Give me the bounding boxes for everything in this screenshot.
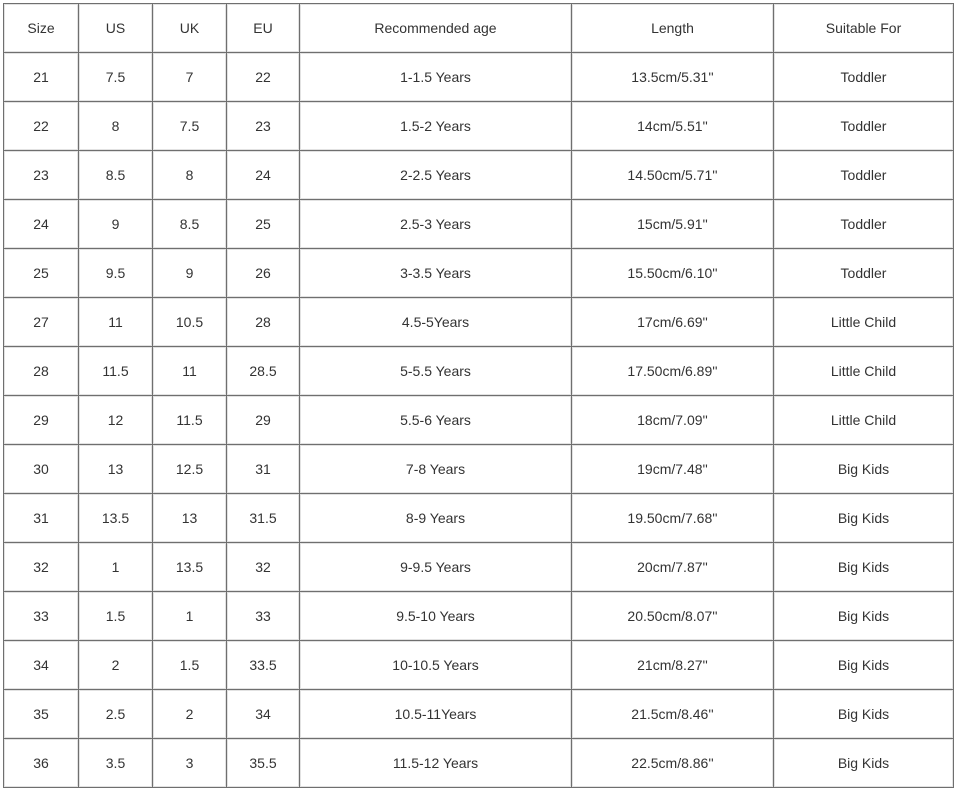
cell-suitable-for: Big Kids [774, 543, 954, 592]
cell-recommended-age: 7-8 Years [300, 445, 572, 494]
cell-us: 3.5 [79, 739, 153, 788]
size-chart-body [4, 4, 954, 788]
cell-length: 20cm/7.87'' [572, 543, 774, 592]
cell-length: 17.50cm/6.89'' [572, 347, 774, 396]
cell-size: 33 [4, 592, 79, 641]
header-suitable-for: Suitable For [774, 4, 954, 53]
table-row [4, 102, 954, 151]
cell-size: 31 [4, 494, 79, 543]
cell-uk: 3 [153, 739, 227, 788]
table-row [4, 396, 954, 445]
table-row [4, 445, 954, 494]
cell-us: 13.5 [79, 494, 153, 543]
cell-us: 1.5 [79, 592, 153, 641]
cell-length: 13.5cm/5.31'' [572, 53, 774, 102]
cell-eu: 33 [227, 592, 300, 641]
header-recommended-age: Recommended age [300, 4, 572, 53]
cell-length: 19.50cm/7.68'' [572, 494, 774, 543]
cell-us: 11.5 [79, 347, 153, 396]
cell-uk: 8.5 [153, 200, 227, 249]
cell-suitable-for: Toddler [774, 102, 954, 151]
cell-uk: 2 [153, 690, 227, 739]
size-chart-table [3, 3, 954, 788]
cell-size: 35 [4, 690, 79, 739]
cell-size: 28 [4, 347, 79, 396]
cell-length: 20.50cm/8.07'' [572, 592, 774, 641]
cell-length: 18cm/7.09'' [572, 396, 774, 445]
cell-length: 19cm/7.48'' [572, 445, 774, 494]
cell-us: 9 [79, 200, 153, 249]
cell-size: 21 [4, 53, 79, 102]
cell-size: 34 [4, 641, 79, 690]
cell-eu: 28.5 [227, 347, 300, 396]
cell-eu: 22 [227, 53, 300, 102]
cell-uk: 8 [153, 151, 227, 200]
cell-suitable-for: Toddler [774, 53, 954, 102]
cell-suitable-for: Toddler [774, 200, 954, 249]
cell-uk: 13 [153, 494, 227, 543]
cell-eu: 34 [227, 690, 300, 739]
cell-length: 17cm/6.69'' [572, 298, 774, 347]
cell-recommended-age: 8-9 Years [300, 494, 572, 543]
table-row [4, 53, 954, 102]
table-row [4, 151, 954, 200]
header-uk: UK [153, 4, 227, 53]
table-row [4, 347, 954, 396]
cell-us: 2 [79, 641, 153, 690]
table-row [4, 690, 954, 739]
header-eu: EU [227, 4, 300, 53]
cell-size: 25 [4, 249, 79, 298]
table-row [4, 200, 954, 249]
table-row [4, 641, 954, 690]
cell-eu: 25 [227, 200, 300, 249]
cell-us: 2.5 [79, 690, 153, 739]
cell-suitable-for: Big Kids [774, 690, 954, 739]
cell-uk: 1.5 [153, 641, 227, 690]
header-size: Size [4, 4, 79, 53]
cell-suitable-for: Little Child [774, 396, 954, 445]
cell-recommended-age: 5-5.5 Years [300, 347, 572, 396]
cell-uk: 7 [153, 53, 227, 102]
cell-suitable-for: Toddler [774, 151, 954, 200]
cell-size: 32 [4, 543, 79, 592]
cell-length: 14cm/5.51'' [572, 102, 774, 151]
cell-size: 36 [4, 739, 79, 788]
table-row [4, 739, 954, 788]
cell-us: 13 [79, 445, 153, 494]
table-row [4, 494, 954, 543]
cell-us: 1 [79, 543, 153, 592]
cell-size: 27 [4, 298, 79, 347]
cell-suitable-for: Big Kids [774, 641, 954, 690]
cell-recommended-age: 4.5-5Years [300, 298, 572, 347]
cell-uk: 9 [153, 249, 227, 298]
cell-eu: 33.5 [227, 641, 300, 690]
table-row [4, 249, 954, 298]
cell-uk: 10.5 [153, 298, 227, 347]
cell-length: 14.50cm/5.71'' [572, 151, 774, 200]
table-row [4, 298, 954, 347]
cell-recommended-age: 2-2.5 Years [300, 151, 572, 200]
cell-eu: 23 [227, 102, 300, 151]
cell-size: 24 [4, 200, 79, 249]
cell-recommended-age: 9.5-10 Years [300, 592, 572, 641]
cell-us: 8 [79, 102, 153, 151]
cell-uk: 13.5 [153, 543, 227, 592]
cell-recommended-age: 5.5-6 Years [300, 396, 572, 445]
cell-recommended-age: 1-1.5 Years [300, 53, 572, 102]
cell-eu: 26 [227, 249, 300, 298]
cell-eu: 29 [227, 396, 300, 445]
cell-eu: 35.5 [227, 739, 300, 788]
cell-length: 21.5cm/8.46'' [572, 690, 774, 739]
cell-length: 15cm/5.91'' [572, 200, 774, 249]
header-us: US [79, 4, 153, 53]
cell-uk: 7.5 [153, 102, 227, 151]
table-row [4, 543, 954, 592]
cell-recommended-age: 2.5-3 Years [300, 200, 572, 249]
cell-recommended-age: 11.5-12 Years [300, 739, 572, 788]
cell-recommended-age: 10.5-11Years [300, 690, 572, 739]
cell-recommended-age: 10-10.5 Years [300, 641, 572, 690]
cell-suitable-for: Big Kids [774, 592, 954, 641]
cell-suitable-for: Big Kids [774, 739, 954, 788]
cell-length: 21cm/8.27'' [572, 641, 774, 690]
cell-size: 22 [4, 102, 79, 151]
cell-us: 7.5 [79, 53, 153, 102]
cell-size: 30 [4, 445, 79, 494]
cell-length: 22.5cm/8.86'' [572, 739, 774, 788]
cell-us: 8.5 [79, 151, 153, 200]
cell-uk: 11 [153, 347, 227, 396]
table-header-row [4, 4, 954, 53]
cell-recommended-age: 3-3.5 Years [300, 249, 572, 298]
cell-uk: 11.5 [153, 396, 227, 445]
cell-eu: 32 [227, 543, 300, 592]
cell-length: 15.50cm/6.10'' [572, 249, 774, 298]
table-row [4, 592, 954, 641]
cell-eu: 24 [227, 151, 300, 200]
cell-uk: 12.5 [153, 445, 227, 494]
cell-suitable-for: Little Child [774, 298, 954, 347]
cell-size: 29 [4, 396, 79, 445]
cell-size: 23 [4, 151, 79, 200]
cell-us: 12 [79, 396, 153, 445]
header-length: Length [572, 4, 774, 53]
cell-recommended-age: 1.5-2 Years [300, 102, 572, 151]
cell-suitable-for: Big Kids [774, 445, 954, 494]
cell-suitable-for: Little Child [774, 347, 954, 396]
cell-uk: 1 [153, 592, 227, 641]
cell-eu: 31 [227, 445, 300, 494]
cell-suitable-for: Big Kids [774, 494, 954, 543]
cell-us: 9.5 [79, 249, 153, 298]
cell-eu: 31.5 [227, 494, 300, 543]
cell-us: 11 [79, 298, 153, 347]
cell-suitable-for: Toddler [774, 249, 954, 298]
cell-recommended-age: 9-9.5 Years [300, 543, 572, 592]
cell-eu: 28 [227, 298, 300, 347]
